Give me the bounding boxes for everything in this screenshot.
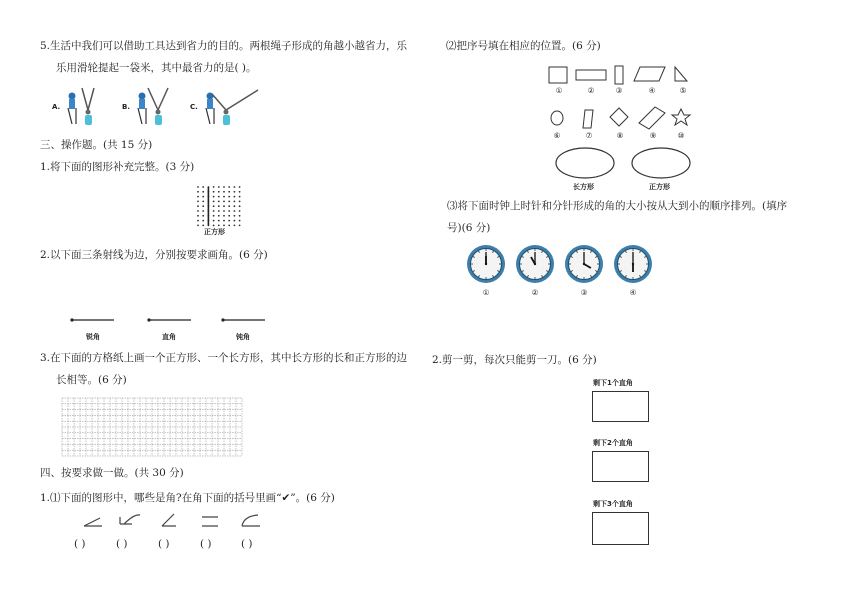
cut-label: 剩下3个直角	[593, 500, 633, 508]
right-angle-label: 直角	[162, 333, 176, 341]
shape-number: ③	[615, 86, 623, 95]
square-oval-label: 正方形	[649, 183, 670, 191]
clock-icon	[467, 245, 505, 283]
answer-bracket[interactable]: ( )	[200, 538, 212, 550]
shape-number: ⑥	[553, 131, 561, 140]
rays	[70, 317, 270, 325]
question-5-line1: 5.生活中我们可以借助工具达到省力的目的。两根绳子形成的角越小越省力，乐	[40, 40, 408, 52]
question-5-line2: 乐用滑轮提起一袋米，其中最省力的是( )。	[56, 62, 257, 74]
pulley-figure-icon	[62, 86, 112, 126]
clock-icon	[614, 245, 652, 283]
clock-number: ③	[580, 288, 588, 297]
pulley-figure-icon	[132, 86, 182, 126]
shape-number: ①	[555, 86, 563, 95]
shape-number: ④	[648, 86, 656, 95]
rectangle-oval-label: 长方形	[573, 183, 594, 191]
clock-icon	[565, 245, 603, 283]
pulley-figure-icon	[200, 86, 270, 126]
angle-figures	[82, 511, 282, 531]
question-3-line2: 号)(6 分)	[447, 222, 491, 234]
answer-bracket[interactable]: ( )	[74, 538, 86, 550]
clock-number: ①	[482, 288, 490, 297]
shape-number: ⑧	[616, 131, 624, 140]
operation-3-line2: 长相等。(6 分)	[56, 374, 127, 386]
clock-number: ④	[629, 288, 637, 297]
cut-question-text: 2.剪一剪，每次只能剪一刀。(6 分)	[432, 354, 597, 366]
cut-rectangle[interactable]	[592, 512, 649, 545]
question-4-1-text: 1.⑴下面的图形中，哪些是角?在角下面的括号里画“✔”。(6 分)	[40, 492, 335, 504]
shape-number: ⑨	[649, 131, 657, 140]
sorting-ovals	[555, 147, 695, 181]
shape-number: ⑤	[679, 86, 687, 95]
obtuse-angle-label: 钝角	[236, 333, 250, 341]
shape-number: ⑩	[677, 131, 685, 140]
question-3-line1: ⑶将下面时钟上时针和分针形成的角的大小按从大到小的顺序排列。(填序	[447, 200, 788, 212]
operation-1-text: 1.将下面的图形补充完整。(3 分)	[40, 161, 195, 173]
clock-number: ②	[531, 288, 539, 297]
cut-rectangle[interactable]	[592, 451, 649, 482]
answer-bracket[interactable]: ( )	[158, 538, 170, 550]
section-4-heading: 四、按要求做一做。(共 30 分)	[40, 467, 184, 479]
acute-angle-label: 锐角	[86, 333, 100, 341]
clock-icon	[516, 245, 554, 283]
cut-label: 剩下2个直角	[593, 439, 633, 447]
shape-number: ②	[587, 86, 595, 95]
answer-bracket[interactable]: ( )	[241, 538, 253, 550]
graph-paper[interactable]	[62, 398, 242, 456]
section-3-heading: 三、操作题。(共 15 分)	[40, 139, 153, 151]
operation-2-text: 2.以下面三条射线为边，分别按要求画角。(6 分)	[40, 249, 268, 261]
answer-bracket[interactable]: ( )	[116, 538, 128, 550]
dot-grid	[196, 185, 246, 227]
question-2-text: ⑵把序号填在相应的位置。(6 分)	[446, 40, 601, 52]
shape-number: ⑦	[585, 131, 593, 140]
operation-3-line1: 3.在下面的方格纸上画一个正方形、一个长方形，其中长方形的长和正方形的边	[40, 352, 408, 364]
cut-rectangle[interactable]	[592, 391, 649, 422]
cut-label: 剩下1个直角	[593, 379, 633, 387]
clocks	[466, 244, 666, 288]
square-caption: 正方形	[204, 228, 225, 236]
